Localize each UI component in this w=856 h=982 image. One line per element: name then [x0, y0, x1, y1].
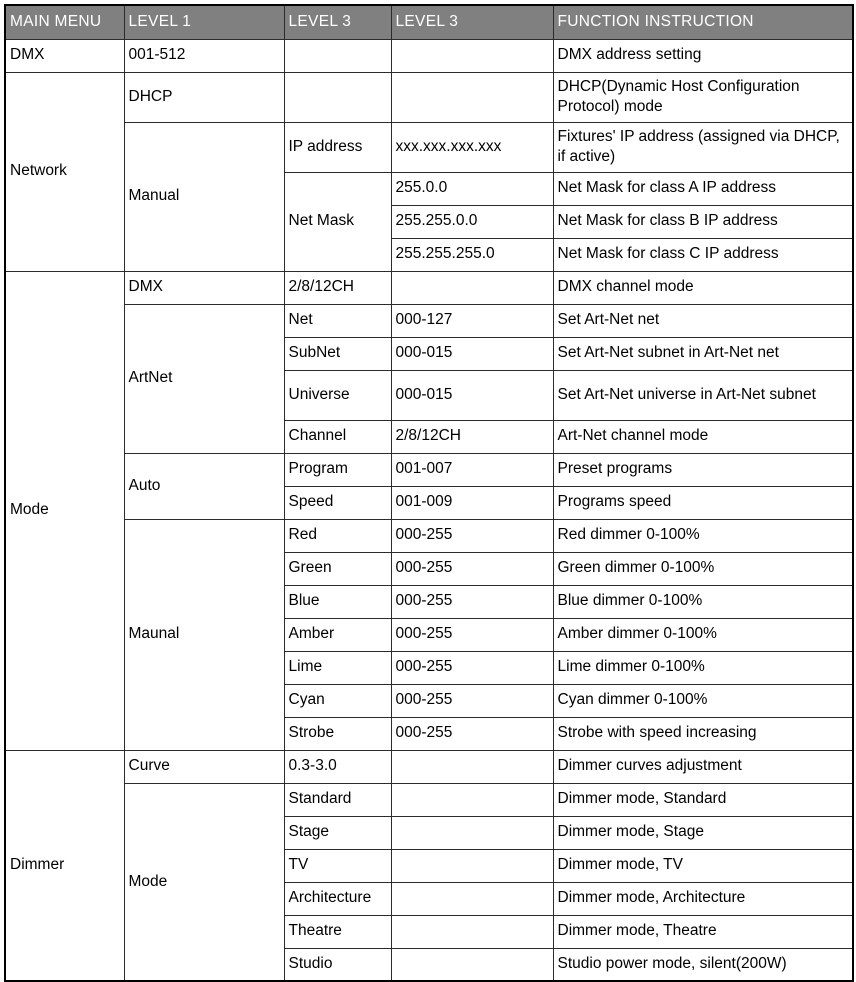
instruction-cell: Dimmer mode, Theatre: [553, 915, 853, 948]
level3-cell: [391, 72, 553, 122]
level3-cell: [391, 271, 553, 304]
instruction-cell: Set Art-Net subnet in Art-Net net: [553, 337, 853, 370]
level1-cell-dmx-range: 001-512: [124, 39, 284, 72]
level2-cell-stage: Stage: [284, 816, 391, 849]
instruction-cell: Preset programs: [553, 453, 853, 486]
level2-cell-curve-range: 0.3-3.0: [284, 750, 391, 783]
group-cell-dimmer: Dimmer: [5, 750, 124, 981]
group-cell-network: Network: [5, 72, 124, 271]
level2-cell-studio: Studio: [284, 948, 391, 981]
level2-cell-strobe: Strobe: [284, 717, 391, 750]
level3-cell-channel-value: 2/8/12CH: [391, 420, 553, 453]
level3-cell: [391, 948, 553, 981]
level1-cell-dhcp: DHCP: [124, 72, 284, 122]
header-row: [5, 5, 853, 39]
level3-cell-netmask-b: 255.255.0.0: [391, 205, 553, 238]
instruction-cell: Red dimmer 0-100%: [553, 519, 853, 552]
table-row: [5, 304, 853, 337]
level2-cell-net: Net: [284, 304, 391, 337]
menu-function-table-container: [4, 4, 852, 982]
level1-cell-mode-dmx: DMX: [124, 271, 284, 304]
instruction-cell: Cyan dimmer 0-100%: [553, 684, 853, 717]
level3-cell-strobe-range: 000-255: [391, 717, 553, 750]
level3-cell-green-range: 000-255: [391, 552, 553, 585]
level2-cell-amber: Amber: [284, 618, 391, 651]
level3-cell-lime-range: 000-255: [391, 651, 553, 684]
level2-cell: [284, 72, 391, 122]
level1-cell-maunal: Maunal: [124, 519, 284, 750]
level3-cell-cyan-range: 000-255: [391, 684, 553, 717]
level2-cell-standard: Standard: [284, 783, 391, 816]
table-row: [5, 519, 853, 552]
level2-cell-red: Red: [284, 519, 391, 552]
level2-cell-green: Green: [284, 552, 391, 585]
level3-cell: [391, 849, 553, 882]
instruction-cell: Programs speed: [553, 486, 853, 519]
level3-cell-universe-range: 000-015: [391, 370, 553, 420]
instruction-cell: Strobe with speed increasing: [553, 717, 853, 750]
level2-cell-universe: Universe: [284, 370, 391, 420]
table-header: [5, 5, 853, 39]
menu-function-table: [4, 4, 854, 982]
instruction-cell: Studio power mode, silent(200W): [553, 948, 853, 981]
instruction-cell: Dimmer mode, TV: [553, 849, 853, 882]
level3-cell-netmask-a: 255.0.0: [391, 172, 553, 205]
column-header-level-2: LEVEL 3: [284, 5, 391, 39]
level2-cell-lime: Lime: [284, 651, 391, 684]
level3-cell: [391, 816, 553, 849]
level1-cell-auto: Auto: [124, 453, 284, 519]
level2-cell-blue: Blue: [284, 585, 391, 618]
level1-cell-curve: Curve: [124, 750, 284, 783]
instruction-cell: Blue dimmer 0-100%: [553, 585, 853, 618]
table-row: [5, 271, 853, 304]
instruction-cell: Green dimmer 0-100%: [553, 552, 853, 585]
table-row: [5, 453, 853, 486]
level3-cell: [391, 882, 553, 915]
instruction-cell: Set Art-Net universe in Art-Net subnet: [553, 370, 853, 420]
instruction-cell: DHCP(Dynamic Host Configuration Protocol) mode: [553, 72, 853, 122]
level2-cell-net-mask: Net Mask: [284, 172, 391, 271]
level2-cell-channel-mode: 2/8/12CH: [284, 271, 391, 304]
table-body: [5, 39, 853, 981]
group-cell-mode: Mode: [5, 271, 124, 750]
level1-cell-artnet: ArtNet: [124, 304, 284, 453]
level3-cell-subnet-range: 000-015: [391, 337, 553, 370]
level2-cell-speed: Speed: [284, 486, 391, 519]
level2-cell-tv: TV: [284, 849, 391, 882]
instruction-cell: Lime dimmer 0-100%: [553, 651, 853, 684]
level3-cell-program-range: 001-007: [391, 453, 553, 486]
level3-cell-netmask-c: 255.255.255.0: [391, 238, 553, 271]
column-header-level-3: LEVEL 3: [391, 5, 553, 39]
instruction-cell: Amber dimmer 0-100%: [553, 618, 853, 651]
level3-cell-red-range: 000-255: [391, 519, 553, 552]
level2-cell-theatre: Theatre: [284, 915, 391, 948]
instruction-cell: Net Mask for class A IP address: [553, 172, 853, 205]
level2-cell-cyan: Cyan: [284, 684, 391, 717]
column-header-function-instruction: FUNCTION INSTRUCTION: [553, 5, 853, 39]
column-header-level-1: LEVEL 1: [124, 5, 284, 39]
table-row: [5, 39, 853, 72]
level3-cell: [391, 750, 553, 783]
instruction-cell: Set Art-Net net: [553, 304, 853, 337]
table-row: [5, 783, 853, 816]
instruction-cell: Dimmer mode, Stage: [553, 816, 853, 849]
level3-cell-ip-value: xxx.xxx.xxx.xxx: [391, 122, 553, 172]
instruction-cell: Net Mask for class C IP address: [553, 238, 853, 271]
instruction-cell: DMX channel mode: [553, 271, 853, 304]
level2-cell-program: Program: [284, 453, 391, 486]
table-row: [5, 72, 853, 122]
level2-cell-architecture: Architecture: [284, 882, 391, 915]
level3-cell-speed-range: 001-009: [391, 486, 553, 519]
instruction-cell: Dimmer mode, Architecture: [553, 882, 853, 915]
instruction-cell: Net Mask for class B IP address: [553, 205, 853, 238]
level1-cell-dimmer-mode: Mode: [124, 783, 284, 981]
level3-cell: [391, 915, 553, 948]
level3-cell-net-range: 000-127: [391, 304, 553, 337]
group-cell-dmx: DMX: [5, 39, 124, 72]
level2-cell-ip-address: IP address: [284, 122, 391, 172]
level3-cell: [391, 39, 553, 72]
instruction-cell: Art-Net channel mode: [553, 420, 853, 453]
column-header-main-menu: MAIN MENU: [5, 5, 124, 39]
level2-cell: [284, 39, 391, 72]
level3-cell-blue-range: 000-255: [391, 585, 553, 618]
table-row: [5, 122, 853, 172]
instruction-cell: DMX address setting: [553, 39, 853, 72]
instruction-cell: Fixtures' IP address (assigned via DHCP, if active): [553, 122, 853, 172]
instruction-cell: Dimmer mode, Standard: [553, 783, 853, 816]
level3-cell-amber-range: 000-255: [391, 618, 553, 651]
instruction-cell: Dimmer curves adjustment: [553, 750, 853, 783]
level3-cell: [391, 783, 553, 816]
level2-cell-channel: Channel: [284, 420, 391, 453]
table-row: [5, 750, 853, 783]
level1-cell-manual: Manual: [124, 122, 284, 271]
level2-cell-subnet: SubNet: [284, 337, 391, 370]
